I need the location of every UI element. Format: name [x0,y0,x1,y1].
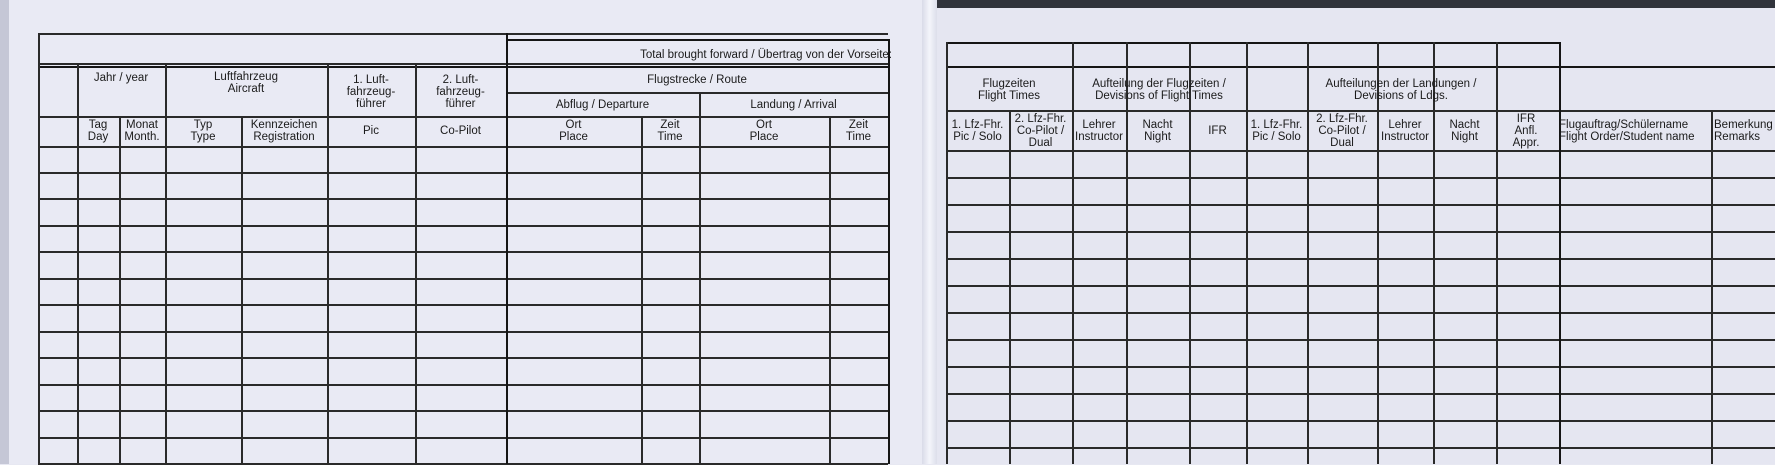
sub-instructor: Lehrer Instructor [1075,119,1123,143]
sub-landings-instructor: Lehrer Instructor [1381,119,1429,143]
sub-month: Monat Month. [124,119,160,143]
grid-line-v [699,92,701,464]
header-aircraft: Luftfahrzeug Aircraft [214,71,278,95]
book-spine [922,0,937,464]
sub-copilot: Co-Pilot [440,125,481,137]
sub-day: Tag Day [87,119,109,143]
grid-line-v [829,116,831,464]
grid-line-h [946,339,1775,341]
grid-line-h [946,447,1775,449]
sub-remarks: Bemerkung Remarks [1714,119,1773,143]
header-year: Jahr / year [93,72,149,84]
grid-line-h [946,393,1775,395]
header-copilot: 2. Luft- fahrzeug- führer [436,74,485,110]
header-arrival: Landung / Arrival [750,99,837,111]
header-route: Flugstrecke / Route [647,74,747,86]
sub-pic: Pic [363,125,379,137]
header-pic: 1. Luft- fahrzeug- führer [346,74,396,110]
sub-pic-solo: 1. Lfz-Fhr. Pic / Solo [951,119,1004,143]
sub-landings-pic-solo: 1. Lfz-Fhr. Pic / Solo [1250,119,1303,143]
grid-line-v [1009,110,1011,464]
grid-line-v [1711,110,1713,464]
sub-type: Typ Type [190,119,216,143]
grid-line-h [946,366,1775,368]
sub-ifr: IFR [1208,125,1227,137]
cover-edge [937,0,1775,8]
header-division-times: Aufteilung der Flugzeiten / Devisions of Flight Times [1092,78,1226,102]
sub-flight-order: Flugauftrag/Schülername Flight Order/Student name [1559,119,1695,143]
grid-line-h [946,420,1775,422]
grid-line-h [946,312,1775,314]
grid-line-h [946,258,1775,260]
sub-landings-ifr: IFR Anfl. Appr. [1512,113,1540,149]
grid-line-v [119,116,121,464]
grid-line-h [946,66,1775,68]
sub-arrival-place: Ort Place [749,119,779,143]
grid-line-h [506,39,888,41]
grid-line-h [946,150,1775,152]
sub-copilot-dual: 2. Lfz-Fhr. Co-Pilot / Dual [1014,113,1067,149]
grid-line-v [241,116,243,464]
sub-landings-night: Nacht Night [1449,119,1480,143]
grid-line-h [946,177,1775,179]
grid-line-h [946,285,1775,287]
header-flight-times: Flugzeiten Flight Times [978,78,1040,102]
sub-landings-copilot-dual: 2. Lfz-Fhr. Co-Pilot / Dual [1316,113,1368,149]
sub-departure-place: Ort Place [559,119,588,143]
grid-line-h [946,231,1775,233]
grid-line-h [38,33,888,35]
header-division-landings: Aufteilungen der Landungen / Devisions of Ldgs. [1325,78,1477,102]
sub-night: Nacht Night [1142,119,1173,143]
sub-arrival-time: Zeit Time [845,119,872,143]
grid-line-v [38,33,40,464]
grid-line-h [946,42,1559,44]
page-edge [0,0,9,464]
header-departure: Abflug / Departure [555,99,650,111]
grid-line-h [946,204,1775,206]
grid-line-v [641,116,643,464]
sub-departure-time: Zeit Time [657,119,683,143]
grid-line-v [1559,42,1561,464]
total-brought-forward-label: Total brought forward / Übertrag von der Vorseite: [640,49,892,61]
sub-registration: Kennzeichen Registration [250,119,318,143]
grid-line-v [888,39,890,464]
